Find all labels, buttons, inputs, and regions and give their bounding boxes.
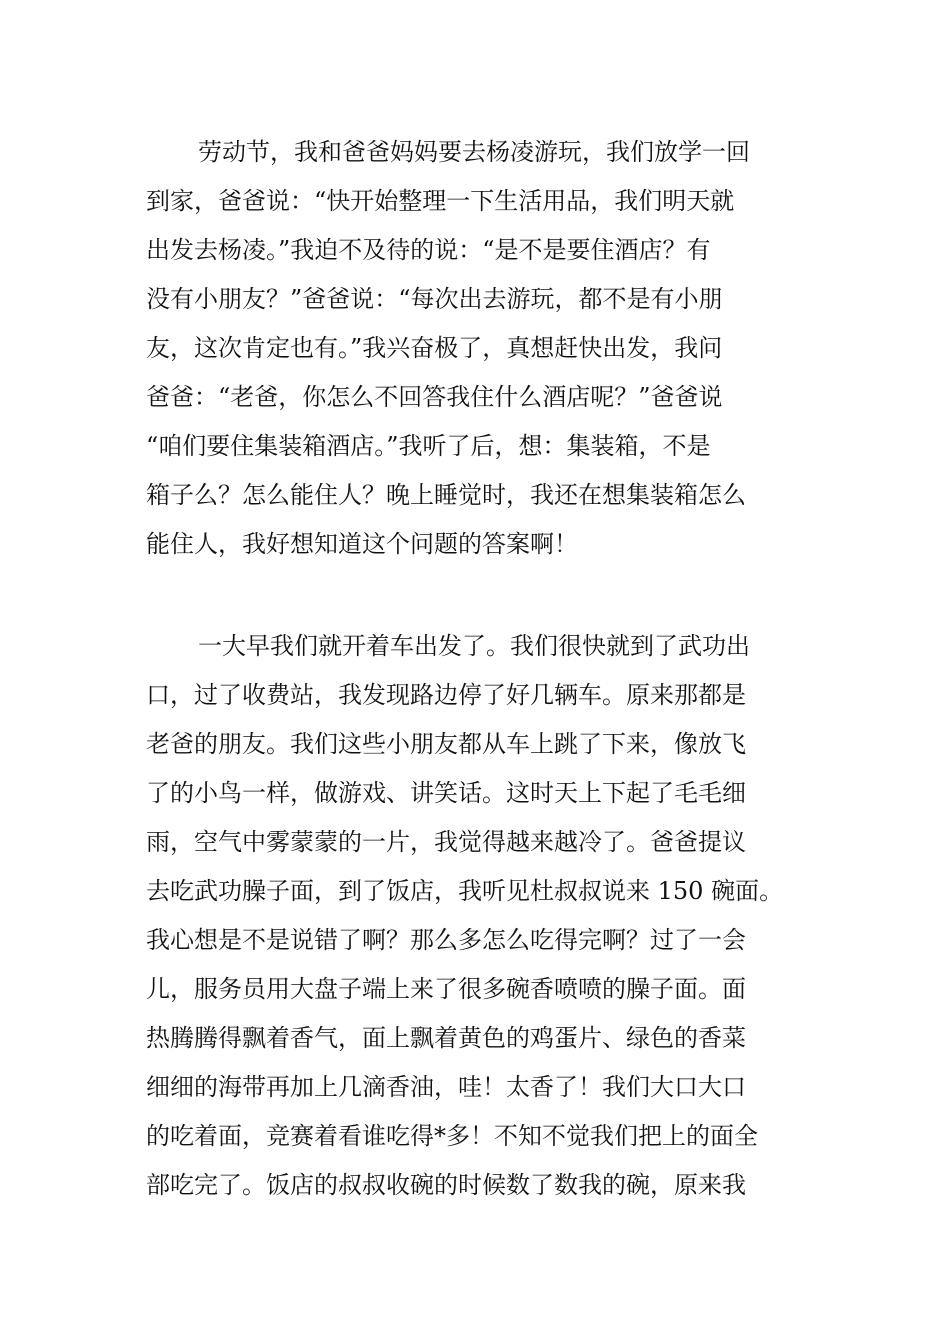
paragraph-1: [146, 128, 826, 569]
text-line: 爸爸：“老爸，你怎么不回答我住什么酒店呢？”爸爸说: [146, 383, 723, 411]
text-line: 我心想是不是说错了啊？那么多怎么吃得完啊？过了一会: [146, 926, 746, 954]
text-line: 了的小鸟一样，做游戏、讲笑话。这时天上下起了毛毛细: [146, 779, 746, 807]
text-line: 能住人，我好想知道这个问题的答案啊！: [146, 530, 578, 558]
text-line: 去吃武功臊子面，到了饭店，我听见杜叔叔说来 150 碗面。: [146, 877, 784, 905]
text-line: 劳动节，我和爸爸妈妈要去杨凌游玩，我们放学一回: [198, 138, 750, 166]
text-line: 热腾腾得飘着香气，面上飘着黄色的鸡蛋片、绿色的香菜: [146, 1024, 746, 1052]
text-line: 口，过了收费站，我发现路边停了好几辆车。原来那都是: [146, 681, 746, 709]
text-line: 雨，空气中雾蒙蒙的一片，我觉得越来越冷了。爸爸提议: [146, 828, 746, 856]
text-line: “咱们要住集装箱酒店。”我听了后，想：集装箱，不是: [146, 432, 711, 460]
text-line: 友，这次肯定也有。”我兴奋极了，真想赶快出发，我问: [146, 334, 723, 362]
text-line: 箱子么？怎么能住人？晚上睡觉时，我还在想集装箱怎么: [146, 481, 746, 509]
text-line: 部吃完了。饭店的叔叔收碗的时候数了数我的碗，原来我: [146, 1171, 746, 1199]
text-line: 老爸的朋友。我们这些小朋友都从车上跳了下来，像放飞: [146, 730, 746, 758]
text-line: 到家，爸爸说：“快开始整理一下生活用品，我们明天就: [146, 187, 735, 215]
text-line: 儿，服务员用大盘子端上来了很多碗香喷喷的臊子面。面: [146, 975, 746, 1003]
text-line: 出发去杨凌。”我迫不及待的说：“是不是要住酒店？有: [146, 236, 711, 264]
text-line: 一大早我们就开着车出发了。我们很快就到了武功出: [198, 632, 750, 660]
text-line: 的吃着面，竞赛着看谁吃得*多！不知不觉我们把上的面全: [146, 1122, 758, 1150]
text-line: 没有小朋友？”爸爸说：“每次出去游玩，都不是有小朋: [146, 285, 723, 313]
paragraph-2: [146, 622, 826, 1210]
text-line: 细细的海带再加上几滴香油，哇！太香了！我们大口大口: [146, 1073, 746, 1101]
